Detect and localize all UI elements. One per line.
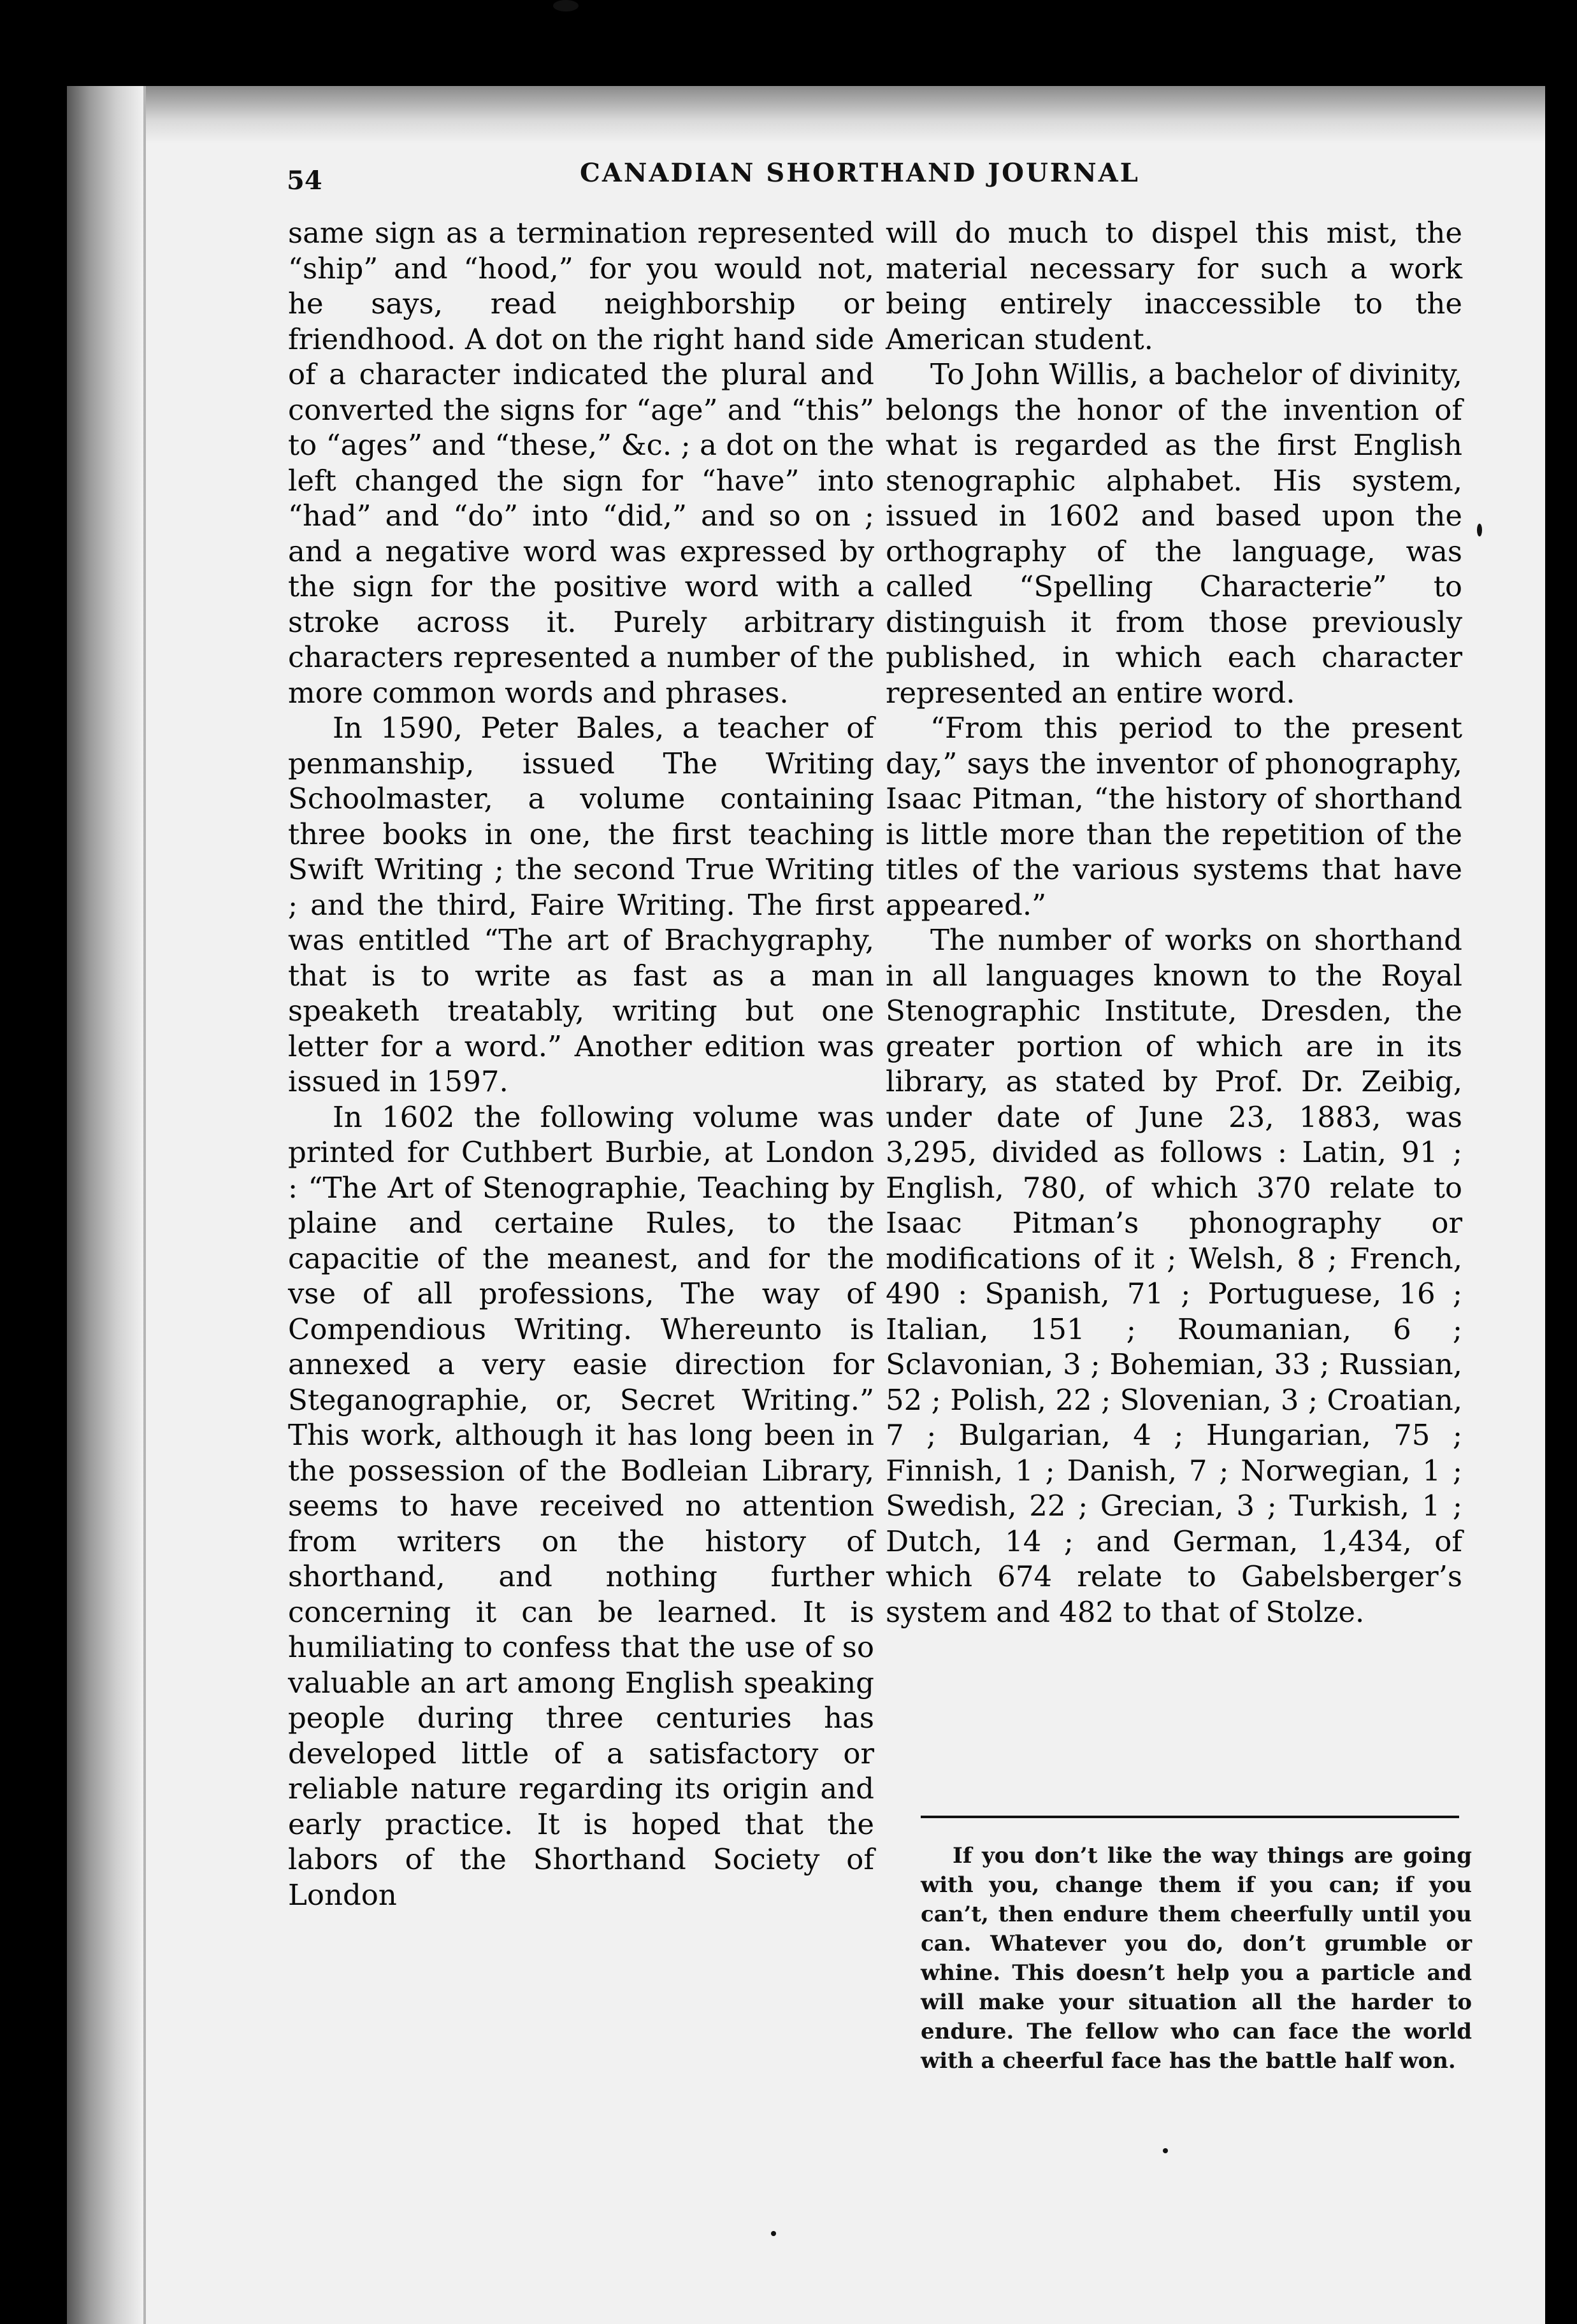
footnote-divider: [921, 1816, 1459, 1818]
left-paragraph-1: same sign as a termination represented “ship” and “hood,” for you would not, he says, read neighborship or friendhood. A dot on the right hand side of a character indicated the plural and converted the signs for “age” and “this” to “ages” and “these,” &c. ; a dot on the left changed the sign for “have” into “had” and “do” into “did,” and so on ; and a negative word was expressed by the sign for the positive word with a stroke across it. Purely arbitrary characters represented a number of the more common words and phrases.: [288, 216, 874, 710]
left-paragraph-2: In 1590, Peter Bales, a teacher of penmanship, issued The Writing Schoolmaster, a volume containing three books in one, the first teaching Swift Writing ; the second True Writing ; and the third, Faire Writing. The first was entitled “The art of Brachygraphy, that is to write as fast as a man speaketh treatably, writing but one letter for a word.” Another edition was issued in 1597.: [288, 711, 874, 1098]
footnote-text: If you don’t like the way things are going with you, change them if you can; if you can’t, then endure them cheerfully until you can. Whatever you do, don’t grumble or whine. This doesn’t help you a particle and will make your situation all the harder to endure. The fellow who can face the world with a cheerful face has the battle half won.: [921, 1843, 1472, 2074]
dust-speck: [1163, 2148, 1168, 2153]
dust-speck: [771, 2231, 776, 2236]
right-paragraph-1: will do much to dispel this mist, the material necessary for such a work being entirely inaccessible to the American student.: [886, 216, 1462, 356]
right-paragraph-3: “From this period to the present day,” says the inventor of phonography, Isaac Pitman, “the history of shorthand is little more than the repetition of the titles of the various systems that have appeared.”: [886, 711, 1462, 922]
right-paragraph-2: To John Willis, a bachelor of divinity, belongs the honor of the invention of what is regarded as the first English stenographic alphabet. His system, issued in 1602 and based upon the orthography of the language, was called “Spelling Characterie” to distinguish it from those previously published, in which each character represented an entire word.: [886, 357, 1462, 710]
page-number: 54: [287, 166, 322, 196]
page-top-shadow: [67, 86, 1545, 143]
right-column: [886, 215, 1462, 1630]
footnote: [921, 1841, 1472, 2076]
dust-speck: [553, 0, 579, 11]
left-column: [288, 215, 874, 1912]
right-paragraph-4: The number of works on shorthand in all languages known to the Royal Stenographic Institute, Dresden, the greater portion of which are in its library, as stated by Prof. Dr. Zeibig, under date of June 23, 1883, was 3,295, divided as follows : Latin, 91 ; English, 780, of which 370 relate to Isaac Pitman’s phonography or modifications of it ; Welsh, 8 ; French, 490 : Spanish, 71 ; Portuguese, 16 ; Italian, 151 ; Roumanian, 6 ; Sclavonian, 3 ; Bohemian, 33 ; Russian, 52 ; Polish, 22 ; Slovenian, 3 ; Croatian, 7 ; Bulgarian, 4 ; Hungarian, 75 ; Finnish, 1 ; Danish, 7 ; Norwegian, 1 ; Swedish, 22 ; Grecian, 3 ; Turkish, 1 ; Dutch, 14 ; and German, 1,434, of which 674 relate to Gabelsberger’s system and 482 to that of Stolze.: [886, 923, 1462, 1629]
left-paragraph-3: In 1602 the following volume was printed for Cuthbert Burbie, at London : “The Art of Stenographie, Teaching by plaine and certaine Rules, to the capacitie of the meanest, and for the vse of all professions, The way of Compendious Writing. Whereunto is annexed a very easie direction for Steganographie, or, Secret Writing.” This work, although it has long been in the possession of the Bodleian Library, seems to have received no attention from writers on the history of shorthand, and nothing further concerning it can be learned. It is humiliating to confess that the use of so valuable an art among English speaking people during three centuries has developed little of a satisfactory or reliable nature regarding its origin and early practice. It is hoped that the labors of the Shorthand Society of London: [288, 1100, 874, 1912]
page-binding-shadow: [67, 86, 143, 2324]
running-title: CANADIAN SHORTHAND JOURNAL: [580, 158, 1140, 188]
page-header: [274, 153, 1478, 197]
dust-speck: [1477, 524, 1482, 536]
page-fold-line: [143, 86, 146, 2324]
